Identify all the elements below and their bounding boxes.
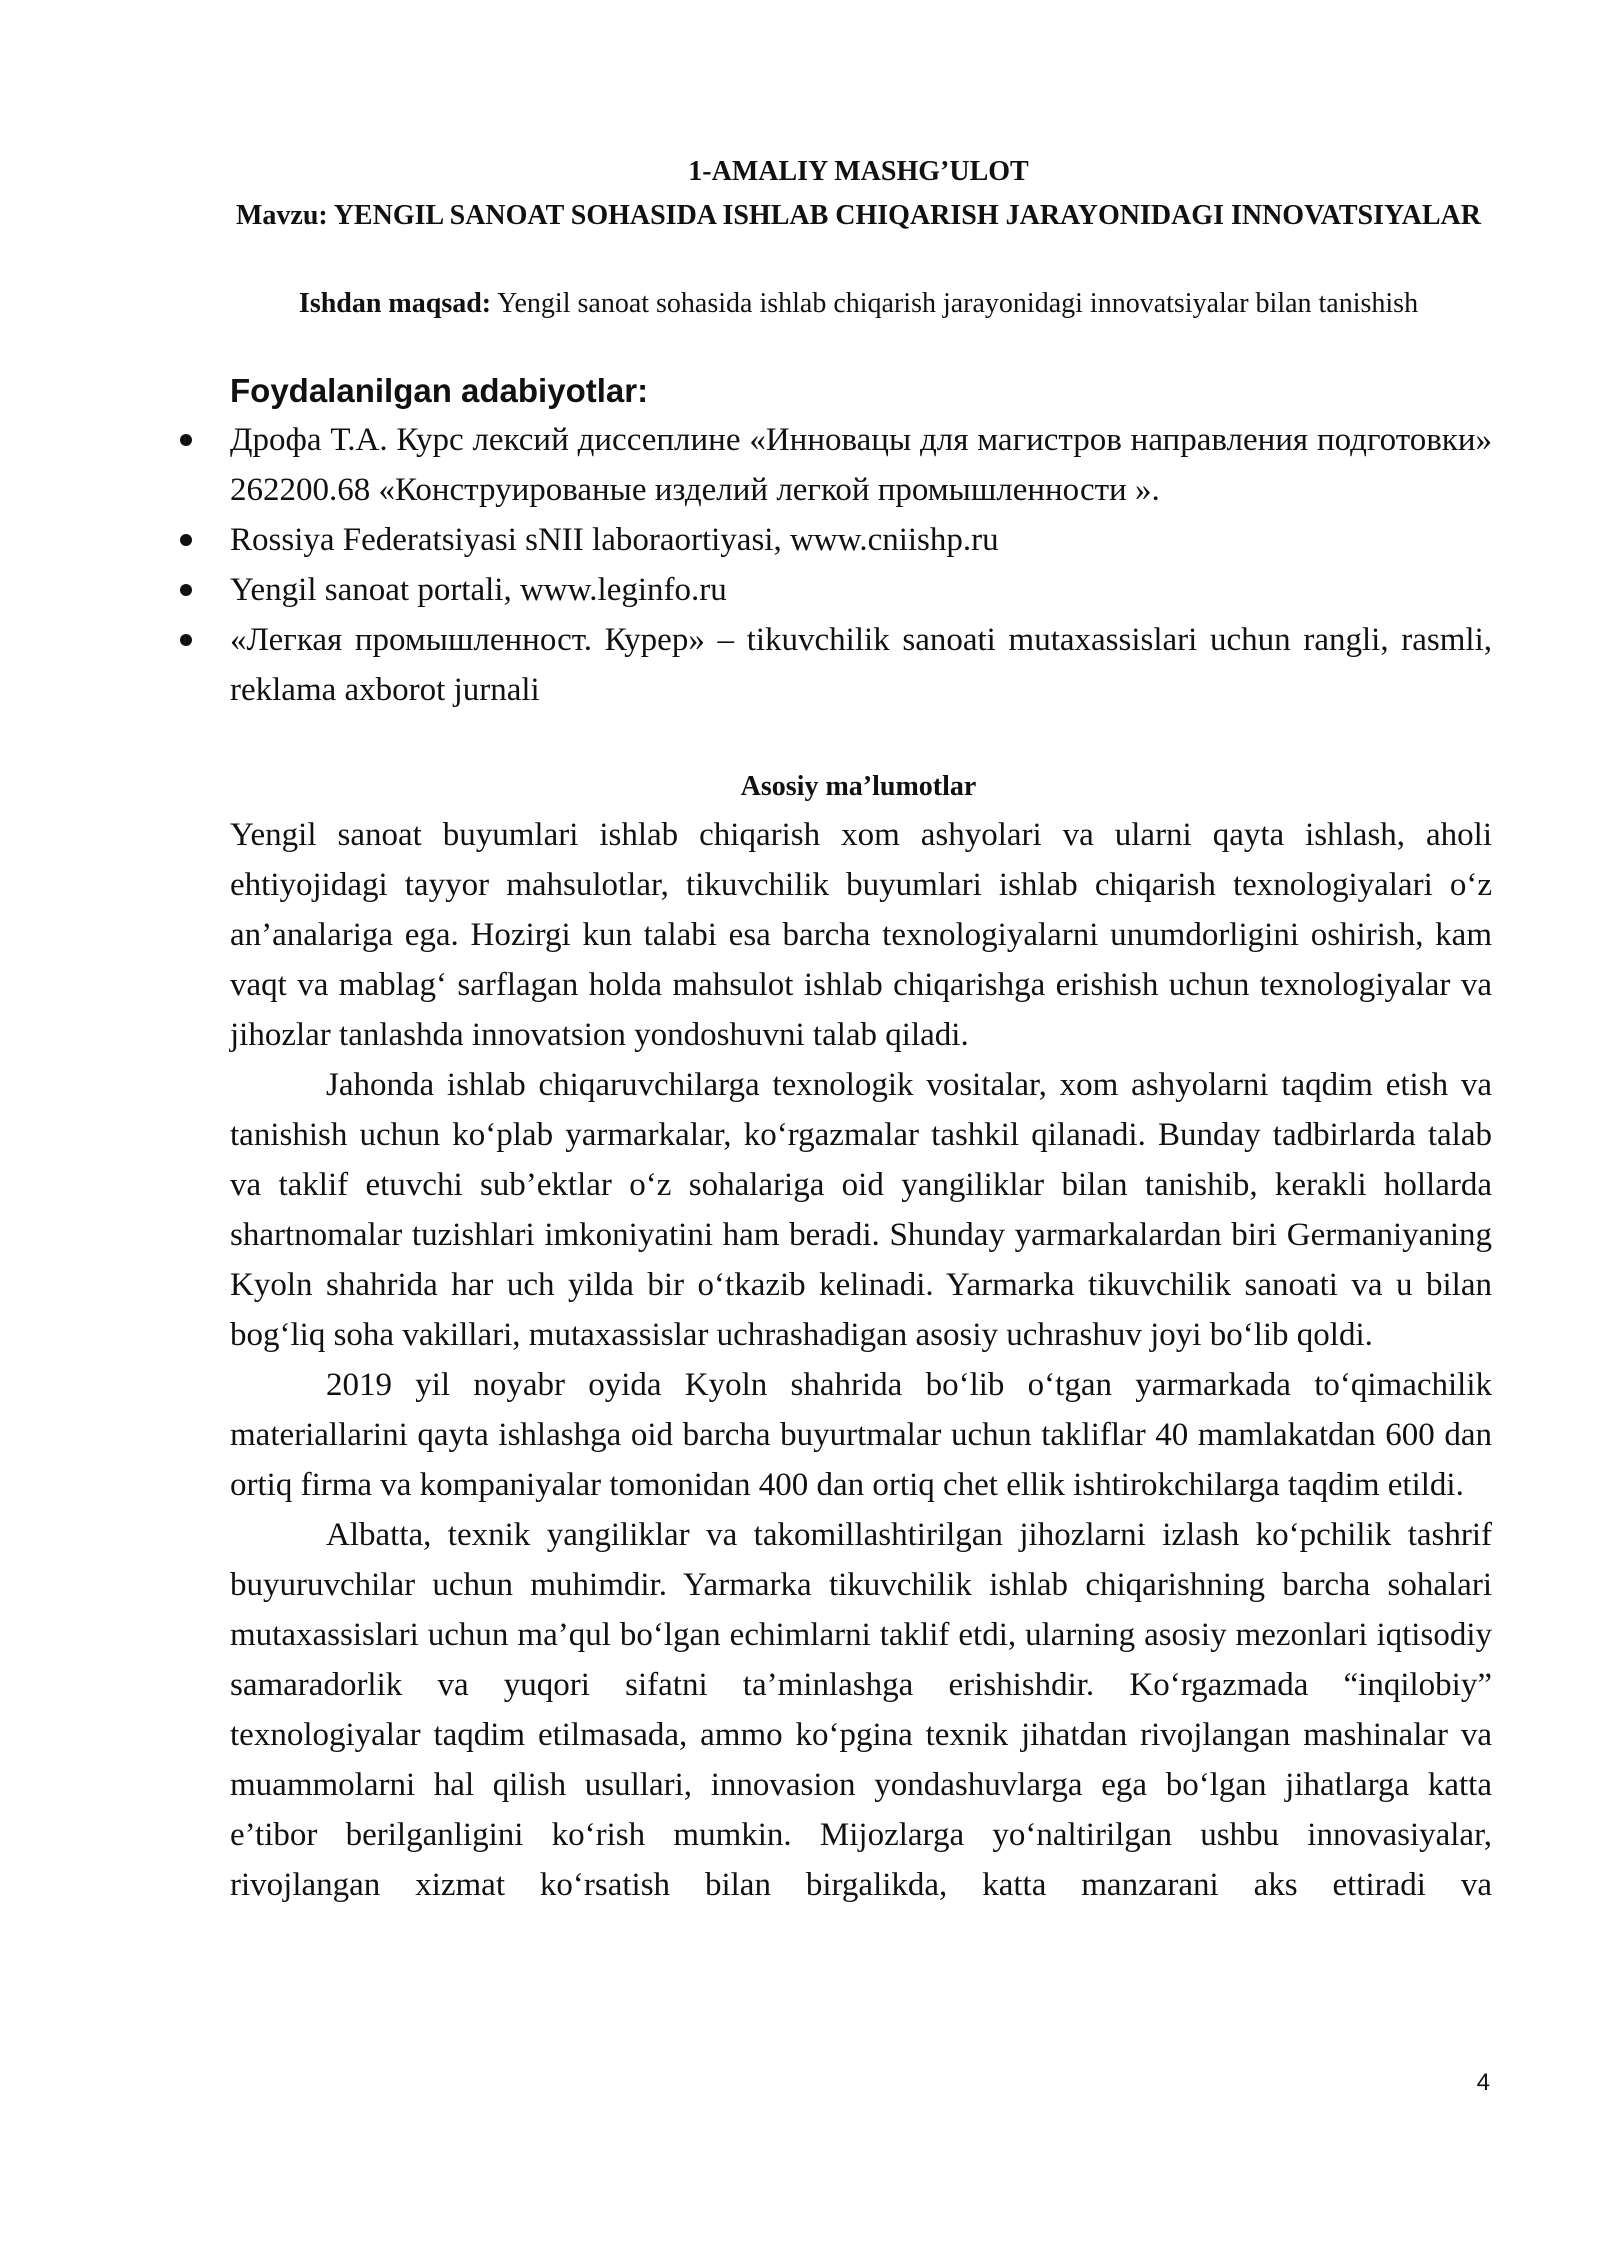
literature-title: Foydalanilgan adabiyotlar: xyxy=(230,372,649,409)
bullet-icon xyxy=(180,434,192,446)
body-paragraph: Yengil sanoat buyumlari ishlab chiqarish xom ashyolari va ularni qayta ishlash, aholi ehtiyojidagi tayyor mahsulotlar, tikuvchilik buyumlari ishlab chiqarish texnologiyalari o‘z an’analariga ega. Hozirgi kun talabi esa barcha texnologiyalarni unumdorligini oshirish, kam vaqt va mablag‘ sarflagan holda mahsulot ishlab chiqarishga erishish uchun texnologiyalar va jihozlar tanlashda innovatsion yondoshuvni talab qiladi. xyxy=(230,817,1492,1053)
body-paragraph: Albatta, texnik yangiliklar va takomillashtirilgan jihozlarni izlash ko‘pchilik tashrif buyuruvchilar uchun muhimdir. Yarmarka tikuvchilik ishlab chiqarishning barcha sohalari mutaxassislari uchun ma’qul bo‘lgan echimlarni taklif etdi, ularning asosiy mezonlari iqtisodiy samaradorlik va yuqori sifatni ta’minlashga erishishdir. Ko‘rgazmada “inqilobiy” texnologiyalar taqdim etilmasada, ammo ko‘pgina texnik jihatdan rivojlangan mashinalar va muammolarni hal qilish usullari, innovasion yondashuvlarga ega bo‘lgan jihatlarga katta e’tibor berilganligini ko‘rish mumkin. Mijozlarga yo‘naltirilgan ushbu innovasiyalar, rivojlangan xizmat ko‘rsatish bilan birgalikda, katta manzarani aks ettiradi va xyxy=(230,1517,1492,1903)
literature-item: Yengil sanoat portali, www.leginfo.ru xyxy=(230,565,1492,615)
literature-list xyxy=(230,415,1492,715)
goal-label: Ishdan maqsad: xyxy=(298,288,492,319)
body-paragraph: Jahonda ishlab chiqaruvchilarga texnologik vositalar, xom ashyolarni taqdim etish va tanishish uchun ko‘plab yarmarkalar, ko‘rgazmalar tashkil qilanadi. Bunday tadbirlarda talab va taklif etuvchi sub’ektlar o‘z sohalariga oid yangiliklar bilan tanishib, kerakli hollarda shartnomalar tuzishlari imkoniyatini ham beradi. Shunday yarmarkalardan biri Germaniyaning Kyoln shahrida har uch yilda bir o‘tkazib kelinadi. Yarmarka tikuvchilik sanoati va u bilan bog‘liq soha vakillari, mutaxassislar uchrashadigan asosiy uchrashuv joyi bo‘lib qoldi. xyxy=(230,1067,1492,1353)
body-paragraph: 2019 yil noyabr oyida Kyoln shahrida bo‘lib o‘tgan yarmarkada to‘qimachilik materiallarini qayta ishlashga oid barcha buyurtmalar uchun takliflar 40 mamlakatdan 600 dan ortiq firma va kompaniyalar tomonidan 400 dan ortiq chet ellik ishtirokchilarga taqdim etildi. xyxy=(230,1367,1492,1503)
section-title: Asosiy ma’lumotlar xyxy=(740,771,977,802)
practical-lesson-title: 1-AMALIY MASHG’ULOT xyxy=(688,156,1029,187)
literature-item: Rossiya Federatsiyasi sNII laboraortiyasi, www.cniishp.ru xyxy=(230,515,1492,565)
topic-heading: Mavzu: YENGIL SANOAT SOHASIDA ISHLAB CHIQARISH JARAYONIDAGI INNOVATSIYALAR xyxy=(236,200,1481,231)
literature-item: «Легкая промышленност. Курер» – tikuvchilik sanoati mutaxassislari uchun rangli, rasmli, reklama axborot jurnali xyxy=(230,615,1492,715)
literature-item: Дрофа Т.А. Курс лексий диссеплине «Инновацы для магистров направления подготовки» 262200.68 «Конструированые изделий легкой промышленности ». xyxy=(230,415,1492,515)
bullet-icon xyxy=(180,634,192,646)
page-number: 4 xyxy=(1476,2069,1490,2096)
main-body xyxy=(230,810,1492,1910)
goal-line xyxy=(230,282,1487,326)
bullet-icon xyxy=(180,534,192,546)
goal-text: Yengil sanoat sohasida ishlab chiqarish jarayonidagi innovatsiyalar bilan tanishish xyxy=(491,288,1419,319)
bullet-icon xyxy=(180,584,192,596)
